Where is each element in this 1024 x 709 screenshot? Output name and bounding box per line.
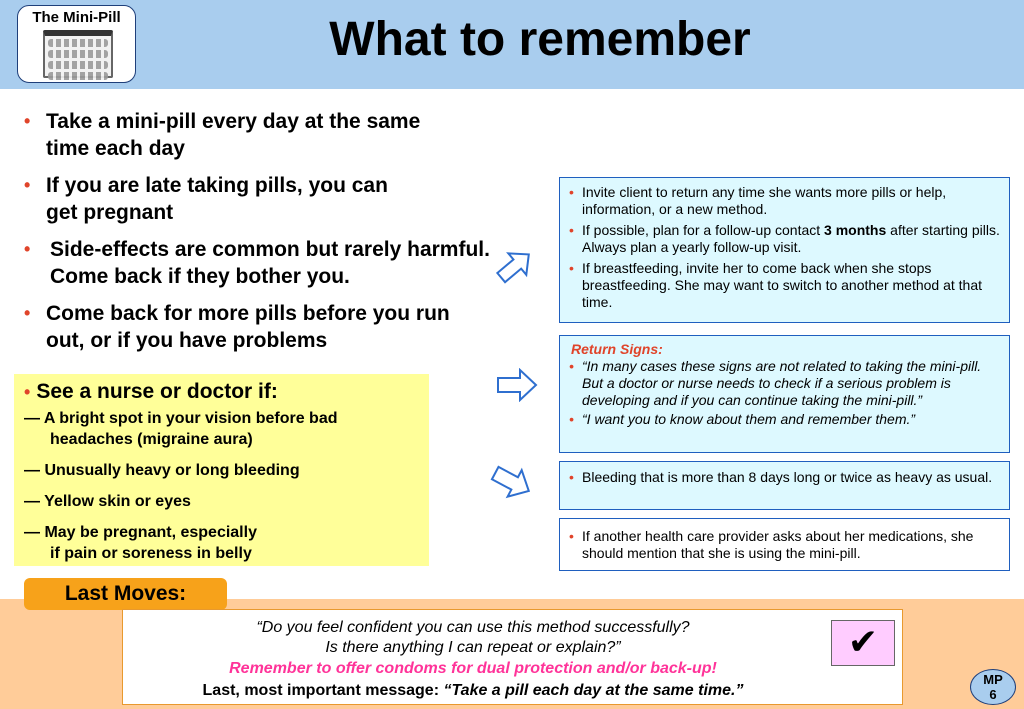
bullet-dot-icon: • [24,111,31,131]
bullet-dot-icon: • [24,239,31,259]
key-points-list [22,108,502,364]
warning-sign: headaches (migraine aura) [50,431,253,448]
checkmark-icon: ✔ [847,622,879,663]
warning-sign: — Unusually heavy or long bleeding [24,462,300,479]
bullet-dot-icon: • [24,382,31,402]
page-title: What to remember [329,13,751,66]
condom-reminder: Remember to offer condoms for dual protection and/or back-up! [229,660,717,677]
key-point-daily: • Take a mini-pill every day at the same time each day [24,110,421,160]
medications-item: • If another health care provider asks about her medications, she should mention that she is using the mini-pill. [569,528,974,561]
bullet-dot-icon: • [569,411,574,427]
repeat-question: Is there anything I can repeat or explain?” [325,639,621,656]
final-message: Last, most important message: “Take a pill each day at the same time.” [202,682,744,699]
warning-sign: — Yellow skin or eyes [24,493,191,510]
follow-up-item: • Invite client to return any time she wants more pills or help, information, or a new method. [569,184,947,217]
key-point-side-effects: • Side-effects are common but rarely harmful. Come back if they bother you. [24,238,490,288]
arrow-right-icon [496,368,538,402]
medications-box [559,518,1010,571]
page-badge: MP 6 [970,669,1016,705]
bullet-dot-icon: • [569,184,574,200]
header-bar [0,0,1024,89]
bullet-dot-icon: • [569,222,574,238]
bullet-dot-icon: • [569,358,574,374]
checkmark-box [831,620,895,666]
key-point-come-back: • Come back for more pills before you run out, or if you have problems [24,302,450,352]
see-nurse-heading: • See a nurse or doctor if: [24,380,278,403]
follow-up-item: • If possible, plan for a follow-up contact 3 months after starting pills. Always plan a yearly follow-up visit. [569,222,1000,255]
follow-up-box [559,177,1010,323]
return-signs-item: • “In many cases these signs are not related to taking the mini-pill. But a doctor or nurse needs to check if a serious problem is developing and if you can continue taking the mini-pill.” [569,358,982,408]
bullet-dot-icon: • [569,528,574,544]
bullet-dot-icon: • [24,175,31,195]
logo-title: The Mini-Pill [32,9,121,26]
bullet-dot-icon: • [569,260,574,276]
warning-sign: if pain or soreness in belly [50,545,252,562]
bullet-dot-icon: • [569,469,574,485]
bleeding-item: • Bleeding that is more than 8 days long or twice as heavy as usual. [569,469,993,485]
confidence-question: “Do you feel confident you can use this method successfully? [256,619,690,636]
last-moves-box [122,609,903,705]
return-signs-item: • “I want you to know about them and remember them.” [569,411,916,427]
bullet-dot-icon: • [24,303,31,323]
last-moves-tab: Last Moves: [24,578,227,610]
key-point-late: • If you are late taking pills, you can get pregnant [24,174,388,224]
follow-up-item: • If breastfeeding, invite her to come back when she stops breastfeeding. She may want to switch to another method at that time. [569,260,983,310]
arrow-right-icon [490,462,534,502]
warning-sign: — A bright spot in your vision before bad [24,410,338,427]
arrow-right-icon [494,246,536,286]
warning-sign: — May be pregnant, especially [24,524,257,541]
return-signs-box [559,335,1010,453]
bleeding-box [559,461,1010,510]
return-signs-title: Return Signs: [571,341,663,357]
see-nurse-box [14,374,429,566]
